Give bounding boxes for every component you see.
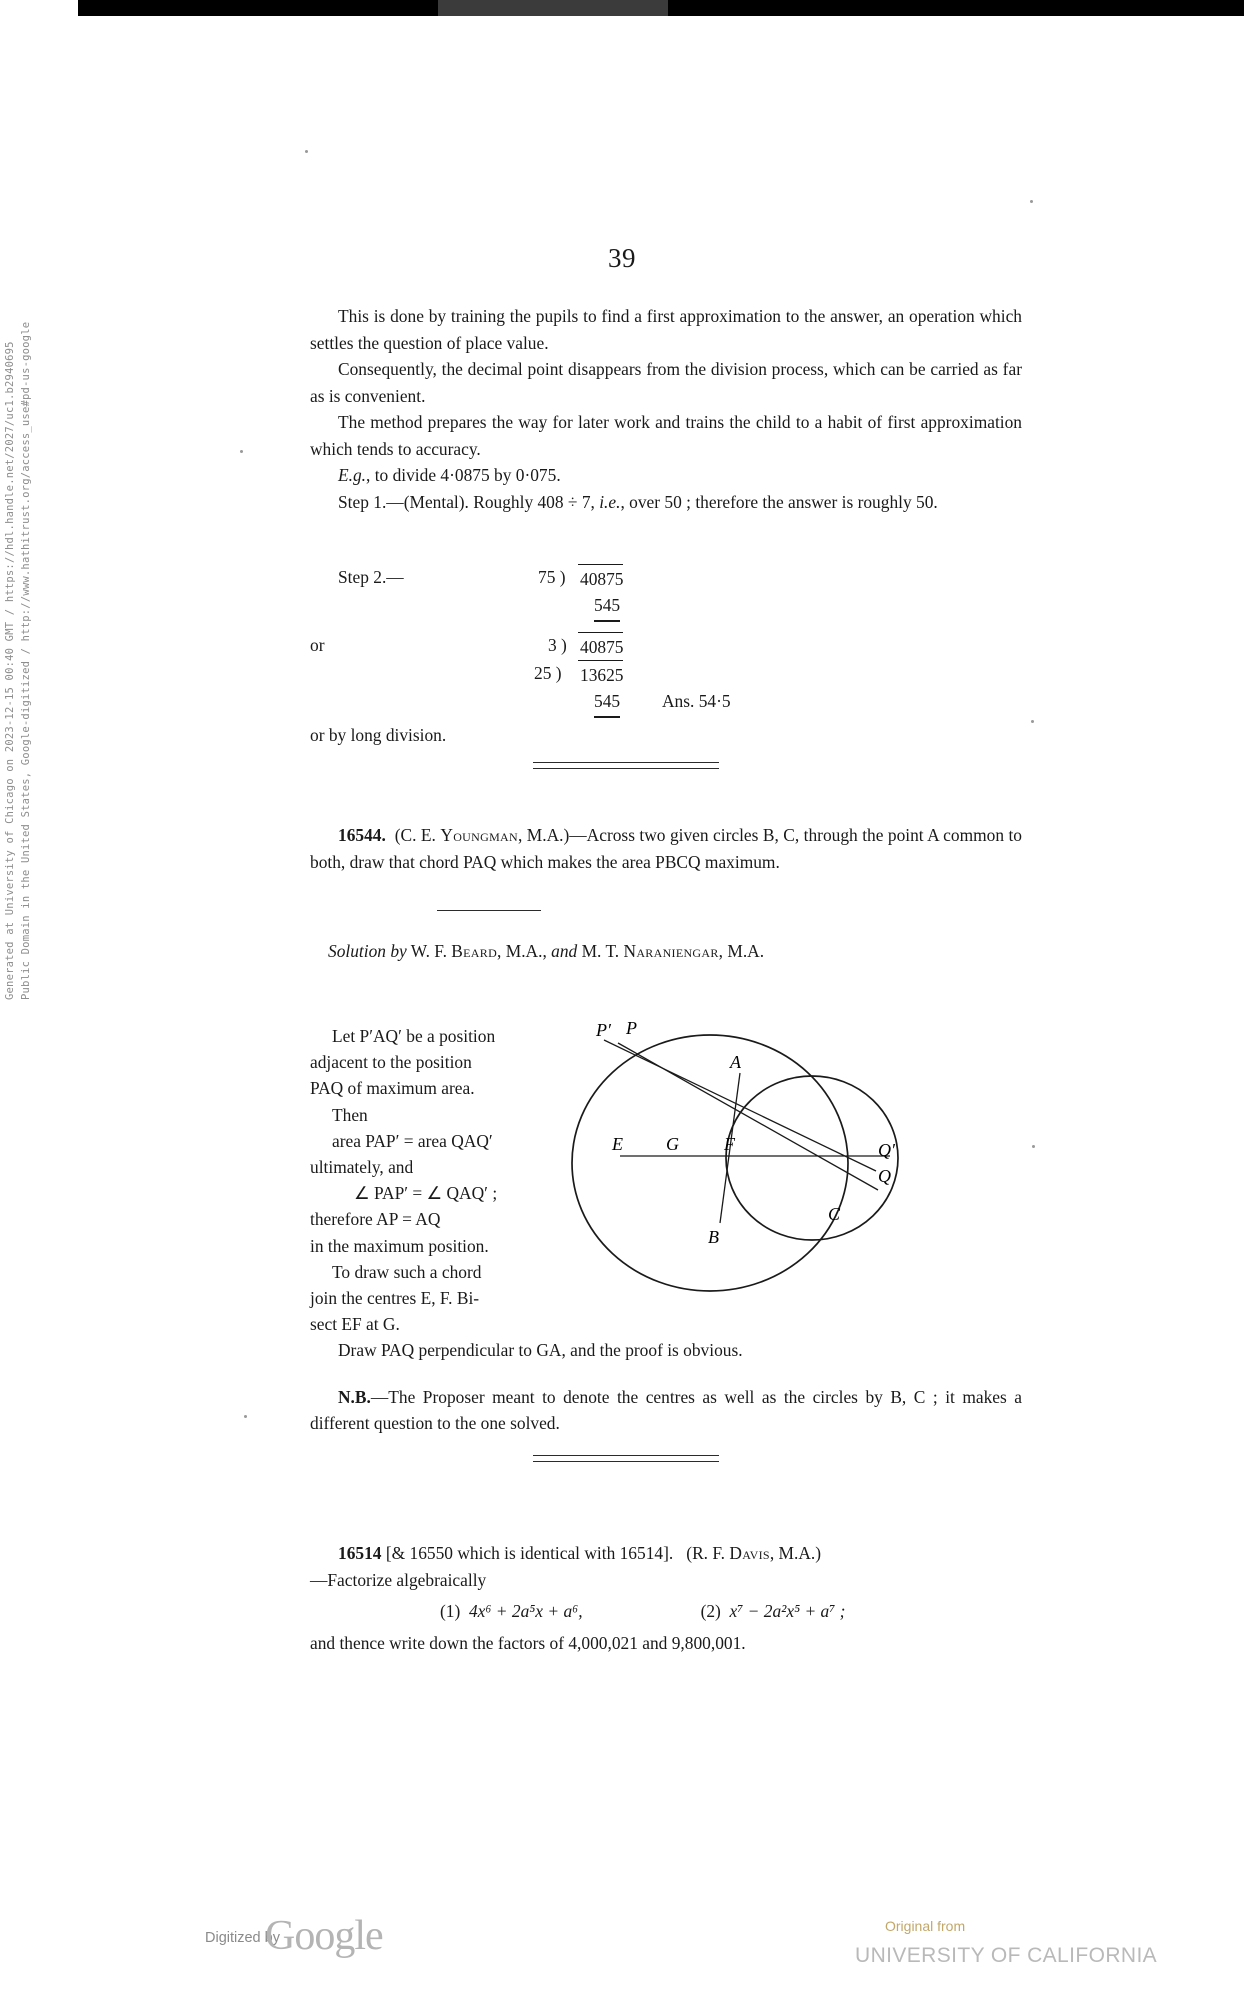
proposer-name: Youngman xyxy=(440,825,518,845)
label-c: C xyxy=(828,1204,841,1224)
sum3-quotient: 545 xyxy=(594,688,620,718)
circle-b xyxy=(572,1035,848,1291)
solution-line-1: Let P′AQ′ be a position xyxy=(332,1026,496,1046)
solver1-name: Beard xyxy=(451,941,498,961)
item2-expression: x⁷ − 2a²x⁵ + a⁷ ; xyxy=(729,1601,846,1621)
sum3-divisor: 25 ) xyxy=(534,663,562,683)
answer-label: Ans. 54·5 xyxy=(662,691,731,711)
problem-16544-number: 16544. xyxy=(338,825,386,845)
paragraph-1: This is done by training the pupils to find a first approximation to the answer, an operation which settles the question of place value. xyxy=(310,306,1022,353)
university-label: UNIVERSITY OF CALIFORNIA xyxy=(855,1944,1158,1967)
item2-number: (2) xyxy=(700,1601,721,1621)
label-b: B xyxy=(708,1227,719,1247)
sum2-divisor: 3 ) xyxy=(548,635,567,655)
figure-svg xyxy=(560,1008,1020,1328)
solver1: W. F. xyxy=(410,941,452,961)
nb-paragraph xyxy=(310,1384,1022,1437)
sum1-divisor: 75 ) xyxy=(538,567,566,587)
solution-line-5: area PAP′ = area QAQ′ xyxy=(332,1130,493,1151)
margin-mark xyxy=(240,450,243,453)
paragraph-step1 xyxy=(310,489,1022,516)
nb-text: —The Proposer meant to denote the centres as well as the circles by B, C ; it makes a different question to the one solved. xyxy=(310,1386,1022,1433)
watermark-line-2: Public Domain in the United States, Google-digitized / http://www.hathitrust.org/access_use#pd-us-google xyxy=(20,321,32,1000)
watermark-line-1: Generated at University of Chicago on 2023-12-15 00:40 GMT / https://hdl.handle.net/2027/uc1.b2940695 xyxy=(4,341,16,1000)
solution-line-9: in the maximum position. xyxy=(310,1235,489,1256)
label-q-prime: Q′ xyxy=(878,1140,895,1160)
digitized-by-label: Digitized by xyxy=(205,1930,280,1946)
label-p-prime: P′ xyxy=(596,1020,611,1040)
proposer-close: , M.A.)—Across two given circles B, C, through the point A common to both, draw that chord PAQ which makes the area PBCQ maximum. xyxy=(310,825,1022,872)
label-f: F xyxy=(724,1134,735,1154)
problem-16514-block xyxy=(310,1540,1022,1593)
proposer-open: (C. E. xyxy=(394,825,441,845)
label-p: P xyxy=(626,1018,637,1038)
item1-number: (1) xyxy=(440,1601,461,1621)
eg-rest: , to divide 4·0875 by 0·075. xyxy=(366,465,561,485)
paragraph-3: The method prepares the way for later work and trains the child to a habit of first approximation which tends to accuracy. xyxy=(310,412,1022,459)
solver2-end: , M.A. xyxy=(718,941,765,961)
solution-line-12: sect EF at G. xyxy=(310,1314,400,1335)
solution-text-column xyxy=(310,1023,546,1337)
factorize-row xyxy=(310,1598,1022,1625)
paragraph-4 xyxy=(310,462,1022,489)
section-divider-short xyxy=(437,910,541,911)
long-division-note xyxy=(310,722,1022,749)
draw-paq-line: Draw PAQ perpendicular to GA, and the proof is obvious. xyxy=(338,1340,743,1360)
solver2-name: Naraniengar xyxy=(623,941,719,961)
label-g: G xyxy=(666,1134,679,1154)
margin-mark xyxy=(1032,1145,1035,1148)
circle-c xyxy=(726,1076,898,1240)
problem-16514-line3: and thence write down the factors of 4,000,021 and 9,800,001. xyxy=(310,1633,746,1653)
google-logo: Google xyxy=(265,1913,383,1959)
solution-closing-block xyxy=(310,1337,1022,1437)
sum2-dividend: 40875 xyxy=(578,632,623,661)
original-from-label: Original from xyxy=(885,1918,966,1934)
nb-label: N.B. xyxy=(338,1386,371,1407)
intro-text-block xyxy=(310,303,1022,515)
paragraph-2: Consequently, the decimal point disappears from the division process, which can be carried as far as is convenient. xyxy=(310,359,1022,406)
sum3-dividend: 13625 xyxy=(578,660,623,689)
solution-line-4: Then xyxy=(332,1104,368,1125)
problem-16514-proposer-end: , M.A.) xyxy=(769,1543,822,1563)
eg-italic: E.g. xyxy=(338,465,367,485)
solution-line-7: ∠ PAP′ = ∠ QAQ′ ; xyxy=(354,1183,498,1204)
factorize-closing xyxy=(310,1630,1022,1657)
solver-mid: , M.A., xyxy=(497,941,552,961)
factorize-items xyxy=(310,1598,1022,1625)
problem-16514-line2: —Factorize algebraically xyxy=(310,1569,487,1590)
paragraph-longdivision: or by long division. xyxy=(310,725,447,745)
step1-b: , over 50 ; therefore the answer is roughly 50. xyxy=(620,491,938,512)
solution-line-3: PAQ of maximum area. xyxy=(310,1078,475,1099)
solver2: M. T. xyxy=(577,941,624,961)
solution-line-11: join the centres E, F. Bi- xyxy=(310,1288,480,1309)
problem-16514-proposer: (R. F. xyxy=(686,1543,730,1563)
problem-16544-block xyxy=(310,822,1022,875)
step1-a: Step 1.—(Mental). Roughly 408 ÷ 7, xyxy=(338,491,600,512)
geometry-figure xyxy=(560,1008,1020,1328)
margin-mark xyxy=(1031,720,1034,723)
margin-mark xyxy=(305,150,308,153)
margin-mark xyxy=(244,1415,247,1418)
solution-line-10: To draw such a chord xyxy=(332,1261,482,1282)
solution-line-6: ultimately, and xyxy=(310,1157,414,1178)
solution-credit xyxy=(310,938,1022,965)
step2-label: Step 2.— xyxy=(338,567,404,587)
section-divider-2 xyxy=(533,1455,719,1462)
section-divider-1 xyxy=(533,762,719,769)
page-footer xyxy=(0,1900,1244,1995)
label-a: A xyxy=(730,1052,741,1072)
solution-line-2: adjacent to the position xyxy=(310,1052,472,1073)
solution-byline xyxy=(310,938,1022,965)
sum1-dividend: 40875 xyxy=(578,564,623,593)
division-sums xyxy=(310,564,1022,734)
problem-16514-bracket: [& 16550 which is identical with 16514]. xyxy=(385,1543,674,1563)
problem-16544-statement xyxy=(310,822,1022,875)
solver-and: and xyxy=(551,941,578,961)
problem-16514-number: 16514 xyxy=(338,1543,382,1563)
sum1-quotient: 545 xyxy=(594,592,620,622)
label-q: Q xyxy=(878,1166,891,1186)
item1-expression: 4x⁶ + 2a⁵x + a⁶, xyxy=(468,1601,583,1621)
ie-italic: i.e. xyxy=(599,491,621,512)
margin-mark xyxy=(1030,200,1033,203)
label-e: E xyxy=(612,1134,623,1154)
solution-line-8: therefore AP = AQ xyxy=(310,1209,441,1230)
problem-16514-statement xyxy=(310,1540,1022,1567)
solution-by-label: Solution by xyxy=(328,941,407,961)
page-number: 39 xyxy=(608,243,636,273)
problem-16514-proposer-name: Davis xyxy=(729,1543,770,1563)
or-label: or xyxy=(310,635,325,655)
